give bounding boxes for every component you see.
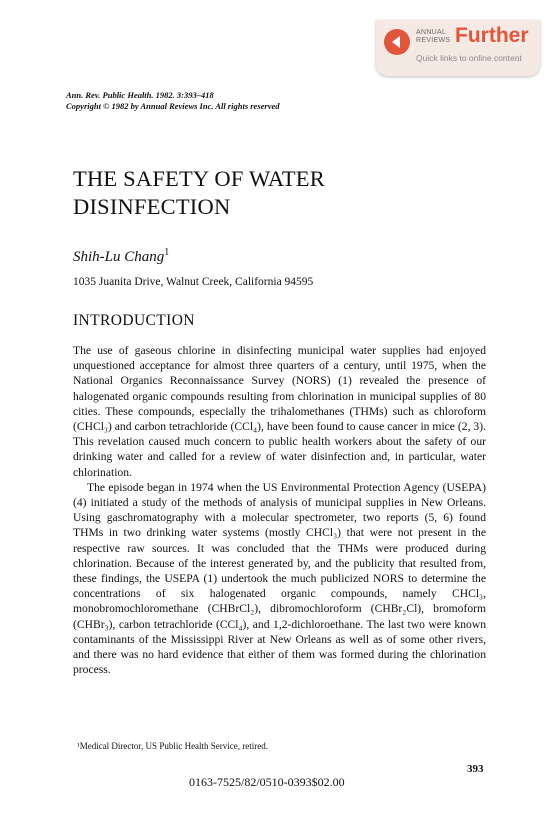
badge-subtitle: Quick links to online content (416, 53, 522, 63)
body-text (73, 343, 486, 677)
section-heading: INTRODUCTION (73, 312, 195, 329)
badge-further-label: Further (455, 24, 529, 47)
badge-annual-reviews-label: ANNUAL REVIEWS (416, 29, 451, 44)
journal-citation (66, 90, 280, 112)
author-footnote-mark: 1 (164, 247, 170, 258)
article-title: THE SAFETY OF WATER DISINFECTION (73, 166, 325, 219)
author-name: Shih-Lu Chang$^1$ (73, 247, 170, 265)
footnote: ¹Medical Director, US Public Health Service, retired. (77, 741, 269, 751)
play-arrow-icon (384, 29, 410, 55)
copyright-line: Copyright © 1982 by Annual Reviews Inc. All rights reserved (66, 101, 280, 111)
page-number: 393 (467, 763, 484, 775)
annual-reviews-further-badge[interactable] (376, 20, 540, 76)
document-id: 0163-7525/82/0510-0393$02.00 (189, 775, 345, 789)
paragraph: The use of gaseous chlorine in disinfecting municipal water supplies had enjoyed unquestioned acceptance for almost three quarters of a century, until 1975, when the National Organics Reconnaissance Survey (NORS) (1) revealed the presence of halogenated organic compounds resulting from chlorination in municipal supplies of 80 cities. These compounds, especially the trihalomethanes (THMs) such as chloroform (CHCl₃) and carbon tetrachloride (CCl₄), have been found to cause cancer in mice (2, 3). This revelation caused much concern to public health workers about the safety of our drinking water and called for a review of water disinfection and, in particular, water chlorination. (73, 344, 486, 479)
author-address: 1035 Juanita Drive, Walnut Creek, California 94595 (73, 276, 314, 288)
citation-line: Ann. Rev. Public Health. 1982. 3:393–418 (66, 90, 214, 100)
paragraph: The episode began in 1974 when the US Environmental Protection Agency (USEPA) (4) initiated a study of the methods of analysis of municipal supplies in New Orleans. Using gaschromatography with a molecular spectrometer, two reports (5, 6) found THMs in two drinking water systems (mostly CHCl₃) that were not present in the respective raw sources. It was concluded that the THMs were produced during chlorination. Because of the interest generated by, and the publicity that resulted from, these findings, the USEPA (1) undertook the much publicized NORS to determine the concentrations of six halogenated organic compounds, namely CHCl₃, monobromochloromethane (CHBrCl₂), dibromochloroform (CHBr₂Cl), bromoform (CHBr₃), carbon tetrachloride (CCl₄), and 1,2-dichloroethane. The last two were known contaminants of the Mississippi River at New Orleans as well as of some other rivers, and there was no hard evidence that either of them was formed during the chlorination process. (73, 480, 486, 677)
